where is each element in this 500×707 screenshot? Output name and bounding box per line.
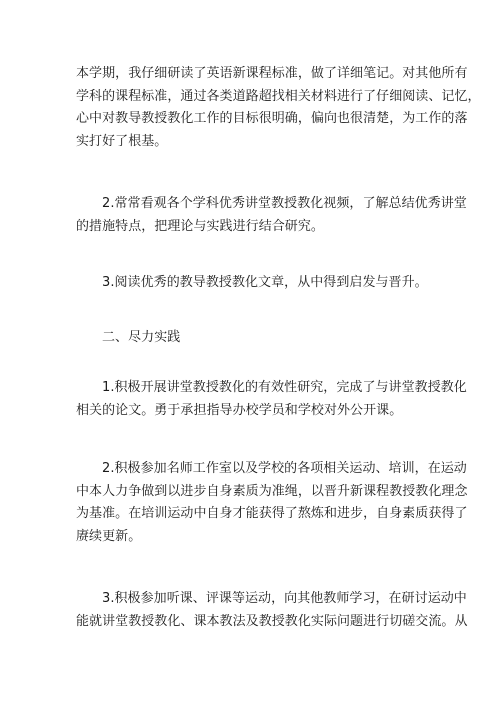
text-line: 赓续更新。	[76, 528, 142, 544]
text-line: 2.常常看观各个学科优秀讲堂教授教化视频，了解总结优秀讲堂	[102, 196, 467, 211]
text-line: 能就讲堂教授教化、课本教法及教授教化实际问题进行切磋交流。从	[76, 613, 468, 629]
section-heading: 二、尽力实践	[102, 330, 181, 345]
text-line: 心中对教导教授教化工作的目标很明确，偏向也很清楚，为工作的落	[76, 111, 468, 126]
text-line: 为基准。在培训运动中自身才能获得了熬炼和进步，自身素质获得了	[76, 506, 468, 521]
text-line: 学科的课程标准，通过各类道路超找相关材料进行了仔细阅读、记忆，	[76, 88, 481, 104]
paragraph-study-standards	[76, 63, 481, 153]
paragraph-practice-1	[76, 377, 467, 422]
paragraph-item-2-videos	[76, 193, 467, 238]
paragraph-practice-2	[76, 458, 468, 548]
text-line: 实打好了根基。	[76, 133, 168, 149]
text-line: 的措施特点，把理论与实践进行结合研究。	[76, 218, 324, 234]
text-line: 2.积极参加名师工作室以及学校的各项相关运动、培训，在运动	[102, 461, 467, 476]
text-line: 中本人力争做到以进步自身素质为准绳，以晋升新课程教授教化理念	[76, 483, 468, 499]
paragraph-practice-3	[76, 588, 468, 633]
text-line: 1.积极开展讲堂教授教化的有效性研究，完成了与讲堂教授教化	[102, 380, 467, 395]
text-line: 3.积极参加听课、评课等运动，向其他教师学习，在研讨运动中	[102, 591, 467, 606]
text-line: 本学期，我仔细研读了英语新课程标准，做了详细笔记。对其他所有	[76, 66, 468, 81]
section-heading-practice	[76, 327, 432, 350]
text-line: 3.阅读优秀的教导教授教化文章，从中得到启发与晋升。	[102, 275, 428, 290]
paragraph-item-3-reading	[76, 272, 432, 295]
text-line: 相关的论文。勇于承担指导办校学员和学校对外公开课。	[76, 402, 403, 418]
